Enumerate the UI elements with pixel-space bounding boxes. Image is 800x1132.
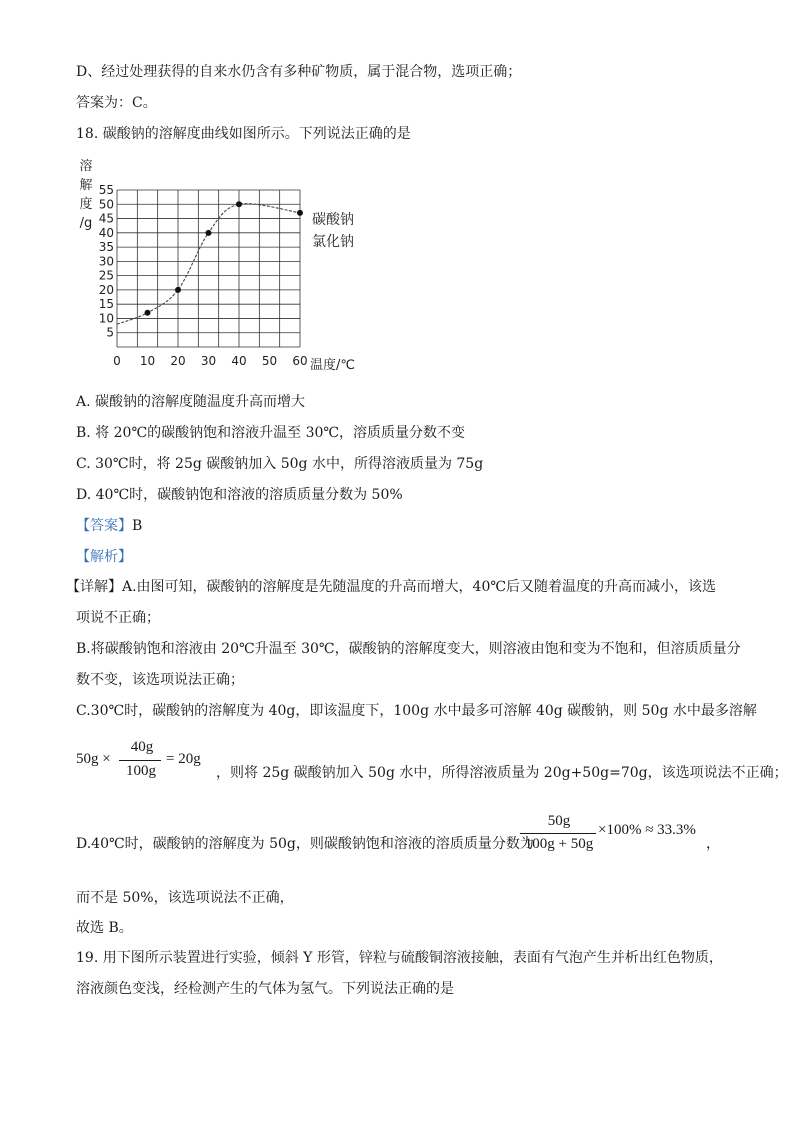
tail-line-1: 而不是 50%，该选项说法不正确， — [76, 890, 294, 906]
formula-c-lhs: 50g × — [76, 751, 111, 767]
question-19-line-2: 溶液颜色变浅，经检测产生的气体为氢气。下列说法正确的是 — [76, 981, 454, 997]
detail-line-4: 数不变，该选项说法正确； — [76, 672, 244, 688]
analysis-tag: 【解析】 — [76, 549, 132, 565]
option-c: C. 30℃时，将 25g 碳酸钠加入 50g 水中，所得溶液质量为 75g — [76, 456, 484, 472]
solubility-chart — [70, 152, 370, 377]
formula-c-numerator: 40g — [130, 739, 154, 755]
x-tick-label: 60 — [292, 354, 308, 368]
y-tick-label: 45 — [98, 211, 114, 226]
y-tick-label: 30 — [98, 254, 114, 269]
detail-line-5: C.30℃时，碳酸钠的溶解度为 40g，即该温度下，100g 水中最多可溶解 40g 碳酸钠，则 50g 水中最多溶解 — [76, 703, 757, 719]
question-18: 18. 碳酸钠的溶解度曲线如图所示。下列说法正确的是 — [76, 126, 411, 142]
y-axis-label-char: 溶 — [79, 159, 93, 174]
x-tick-label: 20 — [170, 354, 186, 368]
y-tick-label: 5 — [106, 325, 114, 340]
answer-line — [76, 516, 142, 536]
y-tick-label: 20 — [98, 282, 114, 297]
y-tick-label: 25 — [98, 268, 114, 283]
formula-c-rhs: = 20g — [166, 751, 201, 767]
formula-d-fraction-bar — [520, 833, 596, 834]
detail-line-1: 【详解】A.由图可知，碳酸钠的溶解度是先随温度的升高而增大，40℃后又随着温度的升高而减小，该选 — [66, 579, 717, 595]
formula-c-fraction-bar — [119, 760, 161, 761]
data-point — [145, 310, 151, 316]
y-tick-label: 50 — [98, 197, 114, 212]
detail-line-3: B.将碳酸钠饱和溶液由 20℃升温至 30℃，碳酸钠的溶解度变大，则溶液由饱和变为不饱和，但溶质质量分 — [76, 641, 741, 657]
formula-c-denominator: 100g — [126, 763, 156, 779]
detail-d-text: D.40℃时，碳酸钠的溶解度为 50g，则碳酸钠饱和溶液的溶质质量分数为 — [76, 836, 534, 852]
detail-d-tail: ， — [706, 836, 720, 852]
data-point — [236, 201, 242, 207]
y-tick-label: 35 — [98, 240, 114, 255]
x-tick-label: 50 — [261, 354, 278, 368]
option-a: A. 碳酸钠的溶解度随温度升高而增大 — [76, 394, 306, 410]
x-axis-label: 温度/℃ — [310, 358, 355, 373]
x-tick-label: 40 — [231, 354, 247, 368]
x-tick-label: 10 — [139, 354, 156, 368]
y-tick-label: 15 — [98, 297, 114, 312]
answer-tag: 【答案】 — [76, 518, 132, 534]
y-axis-label-char: 度 — [79, 197, 93, 212]
option-b: B. 将 20℃的碳酸钠饱和溶液升温至 30℃，溶质质量分数不变 — [76, 425, 466, 441]
tail-line-2: 故选 B。 — [76, 920, 133, 936]
formula-d-denominator: 100g + 50g — [524, 836, 594, 852]
y-axis-label-char: 解 — [79, 178, 93, 193]
data-point — [297, 210, 303, 216]
legend-label: 碳酸钠 — [312, 212, 354, 228]
y-tick-label: 10 — [98, 311, 114, 326]
option-d: D. 40℃时，碳酸钠饱和溶液的溶质质量分数为 50% — [76, 487, 403, 503]
data-point — [206, 230, 212, 236]
question-19-line-1: 19. 用下图所示装置进行实验，倾斜 Y 形管，锌粒与硫酸铜溶液接触，表面有气泡产生并析出红色物质， — [76, 950, 723, 966]
formula-d-rhs: ×100% ≈ 33.3% — [598, 822, 696, 838]
y-axis-label-char: /g — [79, 216, 93, 231]
answer-value: B — [132, 518, 143, 534]
x-tick-label: 0 — [113, 354, 121, 368]
legend-label: 氯化钠 — [312, 234, 354, 250]
data-point — [175, 287, 181, 293]
prev-option-d: D、经过处理获得的自来水仍含有多种矿物质，属于混合物，选项正确； — [76, 64, 522, 80]
x-tick-label: 30 — [200, 354, 217, 368]
series-line — [117, 204, 300, 325]
prev-answer: 答案为：C。 — [76, 95, 157, 111]
detail-line-2: 项说不正确； — [76, 610, 160, 626]
y-tick-label: 40 — [98, 225, 114, 240]
y-tick-label: 55 — [98, 183, 114, 197]
formula-d-numerator: 50g — [547, 813, 571, 829]
detail-c-tail: ，则将 25g 碳酸钠加入 50g 水中，所得溶液质量为 20g+50g=70g，该选项说法不正确； — [216, 765, 788, 781]
